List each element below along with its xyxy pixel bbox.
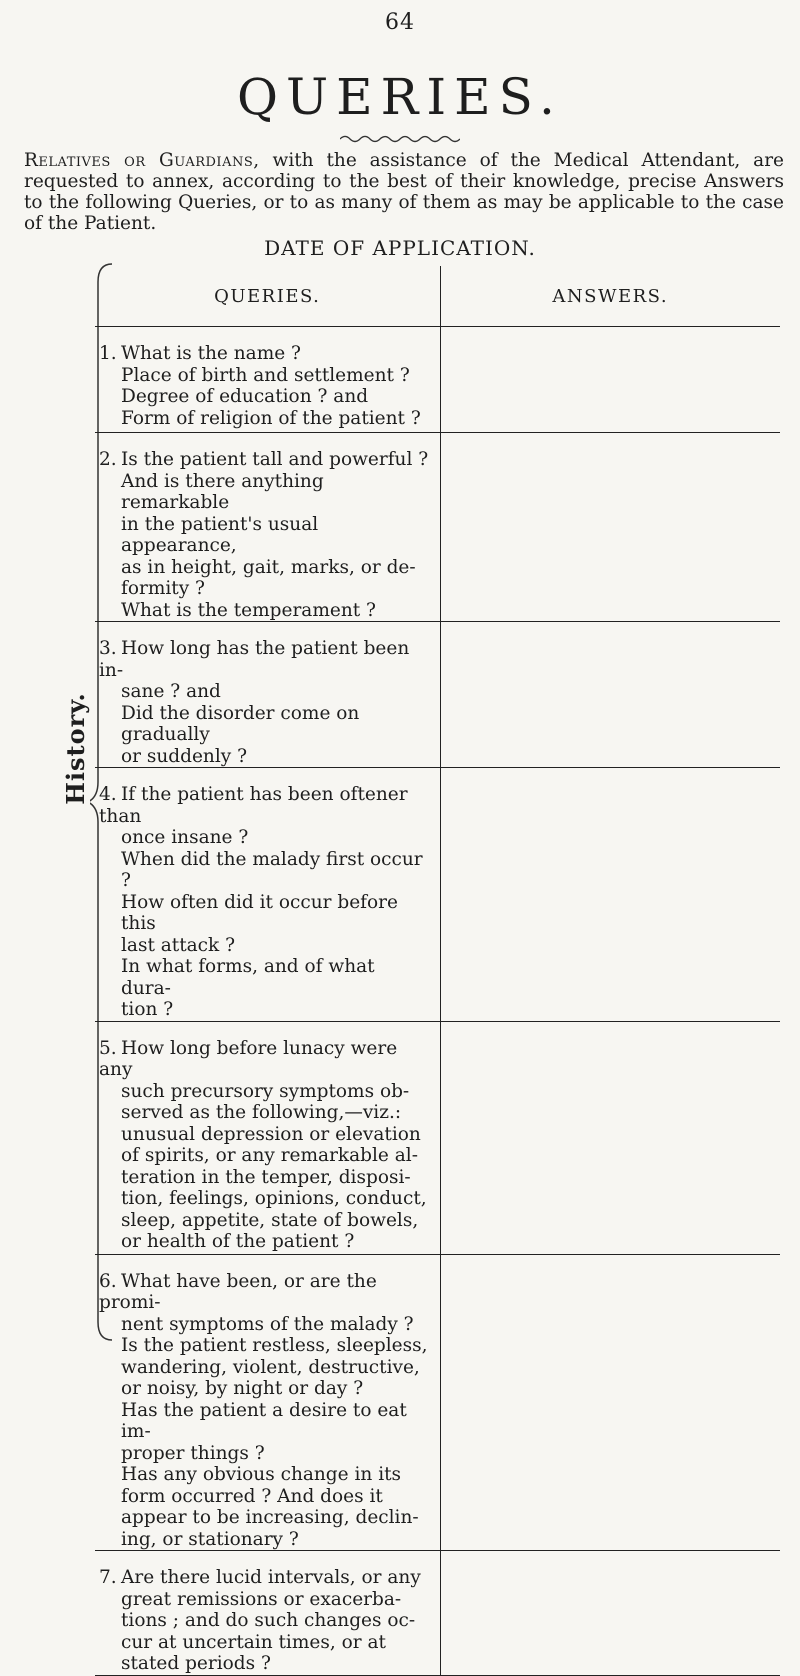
query-line: cur at uncertain times, or at	[121, 1631, 386, 1653]
query-line: ing, or stationary ?	[121, 1528, 299, 1550]
query-line: sleep, appetite, state of bowels,	[121, 1209, 419, 1231]
query-number: 5.	[99, 1037, 117, 1059]
query-line: once insane ?	[121, 827, 249, 848]
query-row	[95, 1254, 780, 1551]
page-number: 64	[385, 10, 415, 35]
query-line: served as the following,—viz.:	[121, 1102, 402, 1123]
query-line: unusual depression or elevation	[121, 1123, 421, 1145]
query-line: Did the disorder come on gradually	[121, 702, 360, 745]
query-line: stated periods ?	[121, 1653, 271, 1674]
query-line: How often did it occur before this	[121, 891, 398, 934]
query-line: such precursory symptoms ob-	[121, 1080, 410, 1102]
query-line: sane ? and	[121, 681, 221, 702]
intro-text: with the assistance of the Medical Attendant, are requested to annex, according to the best of their knowledge, precise Answers to the following Queries, or to as many of them as may be applicable to the case of the Patient.	[24, 150, 784, 234]
query-number: 7.	[99, 1567, 117, 1588]
answer-cell[interactable]	[440, 433, 780, 622]
answer-cell[interactable]	[440, 1254, 780, 1551]
query-row	[95, 622, 780, 768]
query-line: Is the patient restless, sleepless,	[121, 1335, 428, 1356]
answers-header: ANSWERS.	[440, 266, 780, 327]
query-cell	[95, 1551, 440, 1676]
query-row	[95, 327, 780, 433]
query-line: tions ; and do such changes oc-	[121, 1610, 416, 1631]
query-line: great remissions or exacerba-	[121, 1588, 402, 1610]
query-number: 1.	[99, 343, 117, 364]
queries-table	[95, 266, 780, 1676]
query-line: of spirits, or any remarkable al-	[121, 1145, 418, 1166]
query-line: formity ?	[121, 578, 205, 599]
query-number: 4.	[99, 784, 117, 805]
query-text: What is the name ?	[121, 343, 301, 364]
query-line	[99, 1271, 430, 1314]
decorative-squiggle	[340, 134, 460, 144]
queries-header: QUERIES.	[95, 266, 440, 327]
query-line: Degree of education ? and	[121, 386, 369, 407]
query-line: or suddenly ?	[121, 745, 247, 767]
query-text: How long has the patient been in-	[99, 638, 410, 681]
answer-cell[interactable]	[440, 622, 780, 768]
query-number: 2.	[99, 449, 117, 470]
query-line: as in height, gait, marks, or de-	[121, 556, 416, 578]
page-title: QUERIES.	[237, 68, 563, 126]
intro-lead: Relatives or Guardians,	[24, 150, 260, 171]
query-text: If the patient has been oftener than	[99, 784, 408, 827]
query-line	[99, 1567, 430, 1589]
intro-paragraph	[24, 150, 784, 234]
query-text: Are there lucid intervals, or any	[121, 1567, 421, 1588]
query-line	[99, 449, 430, 471]
query-line: tion, feelings, opinions, conduct,	[121, 1188, 427, 1209]
query-cell	[95, 622, 440, 768]
query-line: last attack ?	[121, 934, 236, 956]
query-line: tion ?	[121, 999, 174, 1020]
answer-cell[interactable]	[440, 327, 780, 433]
query-text: How long before lunacy were any	[99, 1037, 398, 1080]
query-line	[99, 638, 430, 681]
history-side-label: History.	[60, 691, 90, 805]
query-cell	[95, 1254, 440, 1551]
query-line: Has the patient a desire to eat im-	[121, 1399, 407, 1442]
query-text: Is the patient tall and powerful ?	[121, 449, 429, 470]
query-row	[95, 1021, 780, 1254]
query-line: form occurred ? And does it	[121, 1485, 383, 1507]
query-cell	[95, 1021, 440, 1254]
answer-cell[interactable]	[440, 1551, 780, 1676]
query-line: And is there anything remarkable	[121, 470, 324, 513]
query-line: teration in the temper, disposi-	[121, 1166, 411, 1188]
query-line: in the patient's usual appearance,	[121, 513, 319, 556]
query-number: 6.	[99, 1270, 117, 1292]
query-line: Place of birth and settlement ?	[121, 364, 410, 386]
answer-cell[interactable]	[440, 1021, 780, 1254]
query-number: 3.	[99, 638, 117, 659]
query-line: Has any obvious change in its	[121, 1464, 402, 1485]
query-line: In what forms, and of what dura-	[121, 956, 375, 999]
query-line: nent symptoms of the malady ?	[121, 1313, 414, 1335]
query-line	[99, 784, 430, 827]
query-line: wandering, violent, destructive,	[121, 1356, 420, 1378]
query-line	[99, 343, 430, 365]
query-cell	[95, 433, 440, 622]
query-row	[95, 768, 780, 1022]
query-row	[95, 433, 780, 622]
query-text: What have been, or are the promi-	[99, 1270, 377, 1313]
query-line	[99, 1038, 430, 1081]
query-line: Form of religion of the patient ?	[121, 407, 421, 429]
query-line: or noisy, by night or day ?	[121, 1378, 364, 1399]
query-cell	[95, 327, 440, 433]
query-cell	[95, 768, 440, 1022]
query-row	[95, 1551, 780, 1676]
query-line: What is the temperament ?	[121, 599, 376, 621]
query-line: When did the malady first occur ?	[121, 848, 423, 891]
query-line: or health of the patient ?	[121, 1231, 355, 1252]
query-line: appear to be increasing, declin-	[121, 1507, 419, 1528]
query-line: proper things ?	[121, 1442, 265, 1464]
date-of-application-heading: DATE OF APPLICATION.	[264, 236, 536, 260]
answer-cell[interactable]	[440, 768, 780, 1022]
